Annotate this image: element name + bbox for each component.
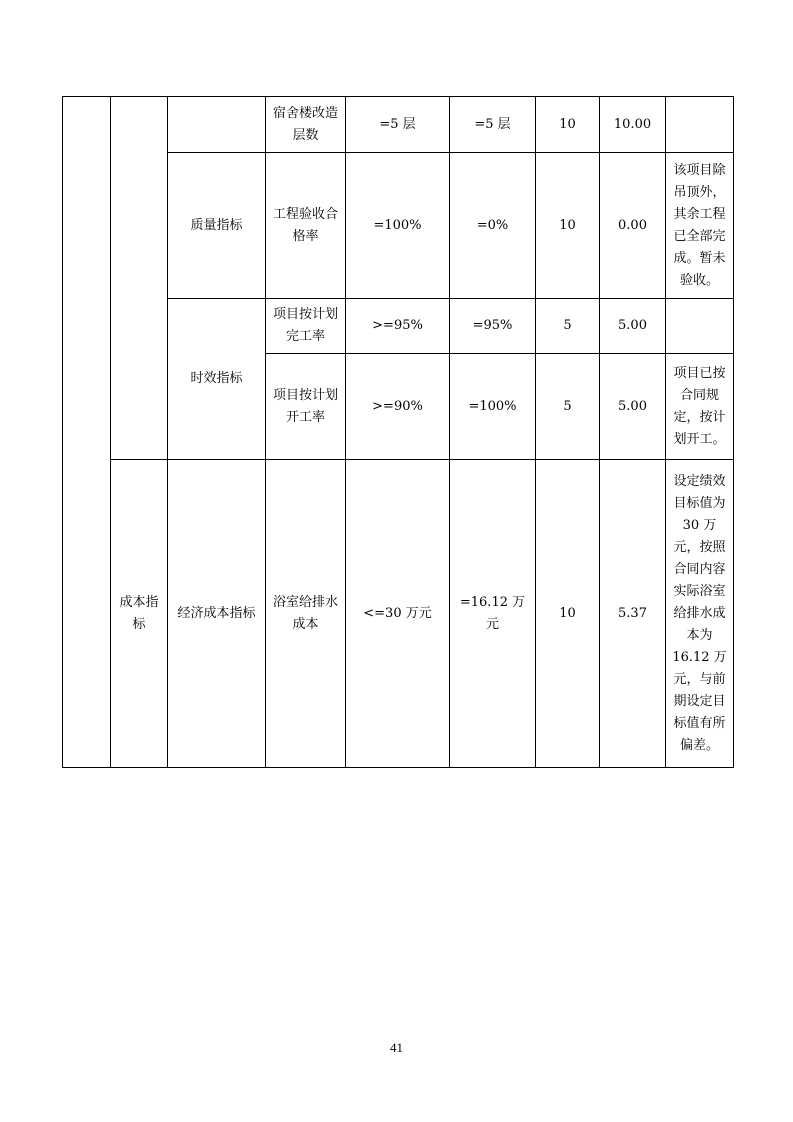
level3-cell: 经济成本指标 [168,460,266,768]
weight-cell: 10 [536,460,600,768]
level3-cell: 时效指标 [168,299,266,460]
page-number: 41 [390,1040,403,1055]
actual-cell: =100% [450,354,536,460]
level3-cell [168,97,266,153]
note-cell: 项目已按合同规定，按计划开工。 [666,354,734,460]
level2-cell [111,97,168,460]
actual-cell: =16.12 万元 [450,460,536,768]
indicator-cell: 项目按计划开工率 [266,354,346,460]
indicator-cell: 宿舍楼改造层数 [266,97,346,153]
indicator-cell: 浴室给排水成本 [266,460,346,768]
indicator-cell: 工程验收合格率 [266,153,346,299]
target-cell: >=90% [346,354,450,460]
table-row [63,460,734,768]
score-cell: 5.37 [600,460,666,768]
level3-cell: 质量指标 [168,153,266,299]
weight-cell: 10 [536,97,600,153]
actual-cell: =5 层 [450,97,536,153]
score-cell: 0.00 [600,153,666,299]
weight-cell: 10 [536,153,600,299]
score-cell: 10.00 [600,97,666,153]
note-cell [666,299,734,354]
note-cell: 该项目除吊顶外，其余工程已全部完成。暂未验收。 [666,153,734,299]
note-cell [666,97,734,153]
target-cell: <=30 万元 [346,460,450,768]
performance-table [62,96,734,768]
actual-cell: =95% [450,299,536,354]
score-cell: 5.00 [600,354,666,460]
score-cell: 5.00 [600,299,666,354]
level1-cell [63,97,111,768]
weight-cell: 5 [536,354,600,460]
level2-cell: 成本指标 [111,460,168,768]
indicator-cell: 项目按计划完工率 [266,299,346,354]
target-cell: =100% [346,153,450,299]
target-cell: =5 层 [346,97,450,153]
actual-cell: =0% [450,153,536,299]
note-cell: 设定绩效目标值为 30 万元，按照合同内容实际浴室给排水成本为 16.12 万元，与前期设定目标值有所偏差。 [666,460,734,768]
target-cell: >=95% [346,299,450,354]
weight-cell: 5 [536,299,600,354]
table-row [63,97,734,153]
